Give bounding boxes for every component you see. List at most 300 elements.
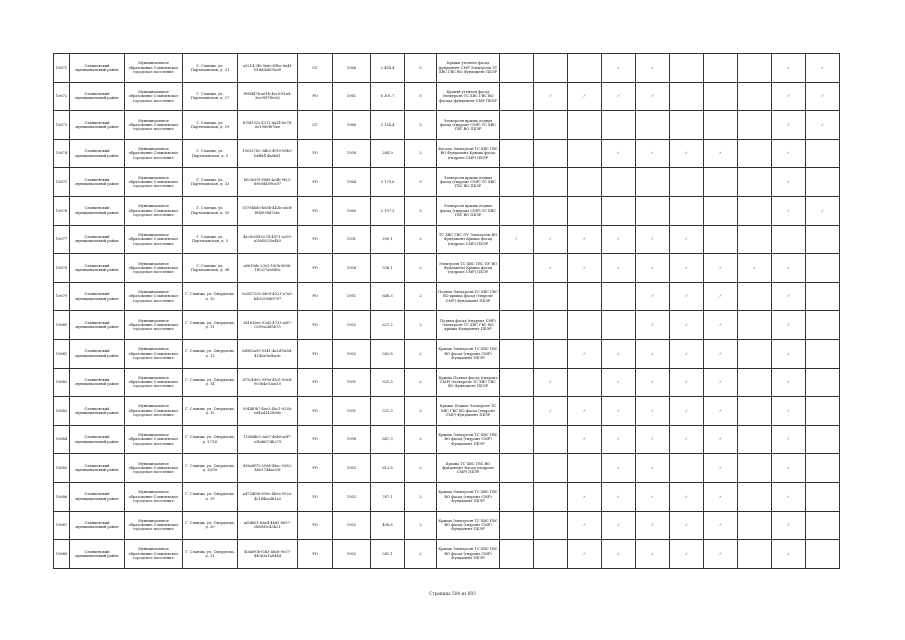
check-cell [806, 54, 840, 83]
register-body [54, 54, 840, 569]
check-mark-icon: ✓ [650, 151, 654, 156]
row-number: 10674 [54, 139, 70, 168]
check-cell [636, 311, 670, 340]
check-cell [806, 168, 840, 197]
works-cell: Крыша Подвал фасад (гидроиз СМР) Электроэн ТС ХВС ГВС ВО Фундамент ПБЭР [437, 368, 500, 397]
floors-cell: 5 [405, 111, 437, 140]
build-year-cell: 1951 [333, 282, 371, 311]
check-cell [636, 82, 670, 111]
check-mark-icon: ✓ [684, 322, 688, 327]
check-mark-icon: ✓ [786, 151, 790, 156]
check-cell [806, 139, 840, 168]
build-year-cell: 1951 [333, 368, 371, 397]
house-code-cell: b2087226-3d09-4021-a7a5-b492596b9797 [238, 282, 298, 311]
table-row [54, 368, 840, 397]
check-cell [670, 225, 704, 254]
area-cell: 536,1 [371, 254, 405, 283]
row-number: 10681 [54, 339, 70, 368]
check-cell [534, 368, 568, 397]
check-mark-icon: ✓ [548, 408, 552, 413]
wall-type-cell: РО [298, 282, 333, 311]
settlement-cell: Муниципальное образование Сланцевское городское поселение [125, 225, 183, 254]
wall-type-cell: РО [298, 139, 333, 168]
check-mark-icon: ✓ [650, 437, 654, 442]
check-mark-icon: ✓ [786, 122, 790, 127]
check-cell [670, 425, 704, 454]
check-cell [806, 511, 840, 540]
check-mark-icon: ✓ [718, 380, 722, 385]
check-mark-icon: ✓ [786, 437, 790, 442]
floors-cell: 2 [405, 282, 437, 311]
check-cell [602, 139, 636, 168]
check-cell [500, 482, 534, 511]
build-year-cell: 1952 [333, 454, 371, 483]
check-mark-icon: ✓ [684, 265, 688, 270]
check-mark-icon: ✓ [786, 94, 790, 99]
address-cell: Г. Сланцы, ул. Партизанская, д. 35 [183, 196, 238, 225]
check-mark-icon: ✓ [786, 351, 790, 356]
check-cell [568, 282, 602, 311]
check-cell [806, 282, 840, 311]
check-mark-icon: ✓ [786, 523, 790, 528]
check-cell [704, 168, 738, 197]
area-cell: 582,8 [371, 339, 405, 368]
floors-cell: 2 [405, 225, 437, 254]
check-cell [772, 339, 806, 368]
check-mark-icon: ✓ [582, 237, 586, 242]
table-row [54, 225, 840, 254]
build-year-cell: 1966 [333, 111, 371, 140]
settlement-cell: Муниципальное образование Сланцевское городское поселение [125, 168, 183, 197]
table-row [54, 168, 840, 197]
check-cell [806, 540, 840, 569]
check-cell [568, 511, 602, 540]
build-year-cell: 1952 [333, 482, 371, 511]
wall-type-cell: РО [298, 368, 333, 397]
check-mark-icon: ✓ [548, 380, 552, 385]
table-row [54, 82, 840, 111]
check-cell [738, 254, 772, 283]
floors-cell: 2 [405, 139, 437, 168]
table-row [54, 397, 840, 426]
check-cell [636, 254, 670, 283]
wall-type-cell: РО [298, 225, 333, 254]
build-year-cell: 1958 [333, 254, 371, 283]
check-cell [772, 225, 806, 254]
check-cell [704, 511, 738, 540]
area-cell: 3 179,6 [371, 168, 405, 197]
area-cell: 408,8 [371, 511, 405, 540]
check-cell [602, 368, 636, 397]
check-cell [806, 225, 840, 254]
table-row [54, 111, 840, 140]
check-cell [806, 482, 840, 511]
check-mark-icon: ✓ [684, 380, 688, 385]
check-mark-icon: ✓ [718, 151, 722, 156]
table-row [54, 511, 840, 540]
check-mark-icon: ✓ [616, 523, 620, 528]
check-cell [636, 225, 670, 254]
address-cell: Г. Сланцы, ул. Свердлова, д. 11 [183, 311, 238, 340]
check-cell [704, 540, 738, 569]
address-cell: Г. Сланцы, ул. Свердлова, д. 10 [183, 282, 238, 311]
check-cell [738, 311, 772, 340]
row-number: 10672 [54, 82, 70, 111]
check-cell [500, 339, 534, 368]
check-cell [500, 139, 534, 168]
check-cell [772, 454, 806, 483]
house-code-cell: 0944f0b7-4ae2-40c1-922b-ed4a414289de [238, 397, 298, 426]
settlement-cell: Муниципальное образование Сланцевское городское поселение [125, 311, 183, 340]
floors-cell: 2 [405, 482, 437, 511]
check-cell [738, 225, 772, 254]
check-mark-icon: ✓ [650, 494, 654, 499]
area-cell: 284,9 [371, 139, 405, 168]
row-number: 10673 [54, 111, 70, 140]
area-cell: 647,9 [371, 425, 405, 454]
works-cell: Крыша Электроэн ТС ХВС ГВС ВО фасад (гидроиз СМР) Фундамент ПБЭР [437, 540, 500, 569]
check-cell [772, 82, 806, 111]
check-cell [670, 139, 704, 168]
check-mark-icon: ✓ [582, 265, 586, 270]
address-cell: Г. Сланцы, ул. Партизанская, д. 31 [183, 54, 238, 83]
check-cell [636, 168, 670, 197]
check-cell [602, 54, 636, 83]
check-cell [534, 254, 568, 283]
settlement-cell: Муниципальное образование Сланцевское городское поселение [125, 454, 183, 483]
area-cell: 521,3 [371, 397, 405, 426]
check-cell [568, 339, 602, 368]
build-year-cell: 1966 [333, 54, 371, 83]
check-cell [602, 454, 636, 483]
row-number: 10684 [54, 425, 70, 454]
check-cell [534, 225, 568, 254]
floors-cell: 2 [405, 454, 437, 483]
table-row [54, 54, 840, 83]
settlement-cell: Муниципальное образование Сланцевское городское поселение [125, 482, 183, 511]
check-cell [738, 168, 772, 197]
check-cell [602, 397, 636, 426]
check-mark-icon: ✓ [786, 322, 790, 327]
works-cell: Подвал Электроэн ТС ХВС ГВС ВО крыша фасад (гидроиз СМР) Фундамент ПБЭР [437, 282, 500, 311]
address-cell: Г. Сланцы, ул. Свердлова, д. 20 [183, 511, 238, 540]
check-mark-icon: ✓ [582, 408, 586, 413]
table-row [54, 282, 840, 311]
area-cell: 648,5 [371, 282, 405, 311]
check-mark-icon: ✓ [718, 465, 722, 470]
check-cell [670, 82, 704, 111]
house-code-cell: b7fd1923-4312-4a54-8e74-6e1980f87fae [238, 111, 298, 140]
wall-type-cell: РО [298, 425, 333, 454]
check-mark-icon: ✓ [616, 494, 620, 499]
check-cell [772, 482, 806, 511]
check-mark-icon: ✓ [684, 551, 688, 556]
check-cell [806, 425, 840, 454]
wall-type-cell: РО [298, 511, 333, 540]
check-mark-icon: ✓ [684, 437, 688, 442]
floors-cell: 2 [405, 339, 437, 368]
build-year-cell: 1964 [333, 168, 371, 197]
check-cell [670, 111, 704, 140]
check-cell [772, 254, 806, 283]
check-cell [636, 425, 670, 454]
wall-type-cell: РО [298, 482, 333, 511]
check-cell [670, 540, 704, 569]
check-mark-icon: ✓ [752, 265, 756, 270]
row-number: 10677 [54, 225, 70, 254]
build-year-cell: 1960 [333, 196, 371, 225]
area-cell: 6 301,7 [371, 82, 405, 111]
check-mark-icon: ✓ [718, 523, 722, 528]
floors-cell: 5 [405, 82, 437, 111]
check-cell [738, 454, 772, 483]
check-mark-icon: ✓ [582, 494, 586, 499]
check-cell [704, 82, 738, 111]
district-cell: Сланцевский муниципальный район [70, 196, 125, 225]
check-cell [738, 282, 772, 311]
check-cell [534, 139, 568, 168]
check-cell [772, 397, 806, 426]
check-cell [670, 511, 704, 540]
check-mark-icon: ✓ [650, 465, 654, 470]
settlement-cell: Муниципальное образование Сланцевское городское поселение [125, 368, 183, 397]
check-cell [704, 111, 738, 140]
check-mark-icon: ✓ [684, 523, 688, 528]
district-cell: Сланцевский муниципальный район [70, 397, 125, 426]
floors-cell: 2 [405, 254, 437, 283]
check-cell [704, 482, 738, 511]
house-code-cell: a5214-3f0-9a6e-49be-8a4f-b1d6d2b09a3f [238, 54, 298, 83]
floors-cell: 5 [405, 196, 437, 225]
check-cell [806, 111, 840, 140]
check-cell [500, 425, 534, 454]
check-cell [500, 54, 534, 83]
settlement-cell: Муниципальное образование Сланцевское городское поселение [125, 111, 183, 140]
build-year-cell: 1952 [333, 540, 371, 569]
check-cell [534, 511, 568, 540]
check-mark-icon: ✓ [582, 94, 586, 99]
check-cell [602, 168, 636, 197]
check-cell [500, 168, 534, 197]
register-table [53, 53, 840, 569]
check-cell [534, 82, 568, 111]
check-cell [534, 196, 568, 225]
settlement-cell: Муниципальное образование Сланцевское городское поселение [125, 282, 183, 311]
area-cell: 612,8 [371, 454, 405, 483]
check-cell [568, 196, 602, 225]
check-mark-icon: ✓ [684, 351, 688, 356]
floors-cell: 2 [405, 368, 437, 397]
check-cell [500, 111, 534, 140]
check-mark-icon: ✓ [786, 465, 790, 470]
check-cell [636, 482, 670, 511]
check-cell [636, 139, 670, 168]
floors-cell: 2 [405, 311, 437, 340]
address-cell: Г. Сланцы, ул. Партизанская, д. 29 [183, 111, 238, 140]
district-cell: Сланцевский муниципальный район [70, 311, 125, 340]
district-cell: Сланцевский муниципальный район [70, 111, 125, 140]
check-mark-icon: ✓ [650, 408, 654, 413]
table-row [54, 139, 840, 168]
check-mark-icon: ✓ [548, 265, 552, 270]
check-cell [568, 425, 602, 454]
build-year-cell: 1952 [333, 339, 371, 368]
check-cell [772, 511, 806, 540]
check-mark-icon: ✓ [616, 380, 620, 385]
row-number: 10678 [54, 254, 70, 283]
check-cell [568, 139, 602, 168]
house-code-cell: a4704f96-800e-4b9a-952e-4c1d4eadb1a3 [238, 482, 298, 511]
check-mark-icon: ✓ [718, 551, 722, 556]
check-mark-icon: ✓ [718, 408, 722, 413]
works-cell: Крыша Электроэн ТС ХВС ГВС ВО фасад (гидроиз СМР) Фундамент ПБЭР [437, 511, 500, 540]
check-cell [568, 254, 602, 283]
check-cell [500, 397, 534, 426]
check-mark-icon: ✓ [616, 408, 620, 413]
check-cell [534, 54, 568, 83]
wall-type-cell: СС [298, 111, 333, 140]
check-cell [738, 139, 772, 168]
house-code-cell: d75c4d03-099a-43e1-89ed-903b4e92a610 [238, 368, 298, 397]
check-cell [534, 339, 568, 368]
works-cell: Кровля утеплен фасад Электроэн ТС ХВС ГВС ВО фасада фундамент СМР ПБЭР [437, 82, 500, 111]
district-cell: Сланцевский муниципальный район [70, 454, 125, 483]
row-number: 10683 [54, 397, 70, 426]
build-year-cell: 1958 [333, 139, 371, 168]
check-mark-icon: ✓ [582, 351, 586, 356]
check-cell [636, 196, 670, 225]
row-number: 10687 [54, 511, 70, 540]
check-mark-icon: ✓ [650, 351, 654, 356]
works-cell: Крыша Электроэн ТС ХВС ГВС ВО фасад (гидроиз СМР) Фундамент ПБЭР [437, 482, 500, 511]
check-mark-icon: ✓ [786, 265, 790, 270]
table-row [54, 540, 840, 569]
wall-type-cell: РО [298, 254, 333, 283]
check-cell [500, 196, 534, 225]
check-cell [602, 282, 636, 311]
house-code-cell: 1d162bec-52d2-4733-a0f7-0299a26f5b75 [238, 311, 298, 340]
works-cell: Подвал фасад (гидроиз СМР) Электроэн ТС ХВС ГВС ВО крыша Фундамент ПБЭР [437, 311, 500, 340]
check-cell [602, 225, 636, 254]
wall-type-cell: РО [298, 168, 333, 197]
build-year-cell: 1961 [333, 82, 371, 111]
check-cell [806, 397, 840, 426]
check-mark-icon: ✓ [650, 380, 654, 385]
check-cell [602, 111, 636, 140]
check-cell [738, 368, 772, 397]
check-cell [534, 540, 568, 569]
address-cell: Г. Сланцы, ул. Партизанская, д. 33 [183, 168, 238, 197]
table-row [54, 254, 840, 283]
check-mark-icon: ✓ [718, 322, 722, 327]
check-cell [806, 82, 840, 111]
area-cell: 521,3 [371, 368, 405, 397]
check-cell [738, 111, 772, 140]
check-cell [704, 339, 738, 368]
check-cell [670, 339, 704, 368]
settlement-cell: Муниципальное образование Сланцевское городское поселение [125, 540, 183, 569]
district-cell: Сланцевский муниципальный район [70, 511, 125, 540]
district-cell: Сланцевский муниципальный район [70, 339, 125, 368]
check-cell [500, 282, 534, 311]
check-mark-icon: ✓ [616, 151, 620, 156]
check-mark-icon: ✓ [718, 351, 722, 356]
district-cell: Сланцевский муниципальный район [70, 254, 125, 283]
scan-edge [0, 632, 905, 640]
area-cell: 381,1 [371, 540, 405, 569]
check-cell [670, 54, 704, 83]
check-cell [568, 168, 602, 197]
address-cell: Г. Сланцы, ул. Партизанская, д. 5 [183, 139, 238, 168]
district-cell: Сланцевский муниципальный район [70, 168, 125, 197]
check-cell [602, 311, 636, 340]
check-cell [568, 54, 602, 83]
check-cell [568, 482, 602, 511]
district-cell: Сланцевский муниципальный район [70, 368, 125, 397]
check-cell [772, 425, 806, 454]
table-row [54, 339, 840, 368]
check-cell [806, 368, 840, 397]
table-row [54, 425, 840, 454]
address-cell: Г. Сланцы, ул. Партизанская, д. 3 [183, 225, 238, 254]
check-mark-icon: ✓ [650, 294, 654, 299]
check-cell [772, 282, 806, 311]
check-cell [636, 54, 670, 83]
check-cell [602, 254, 636, 283]
district-cell: Сланцевский муниципальный район [70, 139, 125, 168]
check-cell [704, 311, 738, 340]
row-number: 10686 [54, 482, 70, 511]
check-cell [704, 397, 738, 426]
check-cell [704, 254, 738, 283]
row-number: 10679 [54, 282, 70, 311]
check-cell [738, 511, 772, 540]
works-cell: Крыша Подвал Электроэн ТС ХВС ГВС ВО фасад (гидроиз СМР) Фундамент ПБЭР [437, 397, 500, 426]
settlement-cell: Муниципальное образование Сланцевское городское поселение [125, 397, 183, 426]
row-number: 10680 [54, 311, 70, 340]
settlement-cell: Муниципальное образование Сланцевское городское поселение [125, 139, 183, 168]
check-cell [670, 482, 704, 511]
check-cell [602, 425, 636, 454]
check-cell [738, 196, 772, 225]
house-code-cell: d36a8f71-359d-49ac-9282-46e3744ae53f [238, 454, 298, 483]
check-mark-icon: ✓ [650, 523, 654, 528]
check-cell [636, 111, 670, 140]
build-year-cell: 1952 [333, 511, 371, 540]
check-cell [738, 82, 772, 111]
check-mark-icon: ✓ [650, 322, 654, 327]
check-cell [602, 339, 636, 368]
works-cell: Электроэн ТС ХВС ГВС ПУ ВО Фундамент Крыша фасад (гидроиз СМР) ПБЭР [437, 254, 500, 283]
check-cell [772, 139, 806, 168]
area-cell: 627,2 [371, 311, 405, 340]
check-cell [500, 368, 534, 397]
check-cell [738, 54, 772, 83]
check-mark-icon: ✓ [650, 65, 654, 70]
check-cell [704, 425, 738, 454]
check-cell [500, 540, 534, 569]
check-mark-icon: ✓ [684, 151, 688, 156]
check-cell [636, 511, 670, 540]
settlement-cell: Муниципальное образование Сланцевское городское поселение [125, 339, 183, 368]
check-mark-icon: ✓ [786, 551, 790, 556]
floors-cell: 2 [405, 511, 437, 540]
check-cell [602, 540, 636, 569]
build-year-cell: 1952 [333, 311, 371, 340]
build-year-cell: 1951 [333, 225, 371, 254]
check-cell [500, 225, 534, 254]
house-code-cell: bfc36391-f668-4c4b-9f23-8969d4990a97 [238, 168, 298, 197]
